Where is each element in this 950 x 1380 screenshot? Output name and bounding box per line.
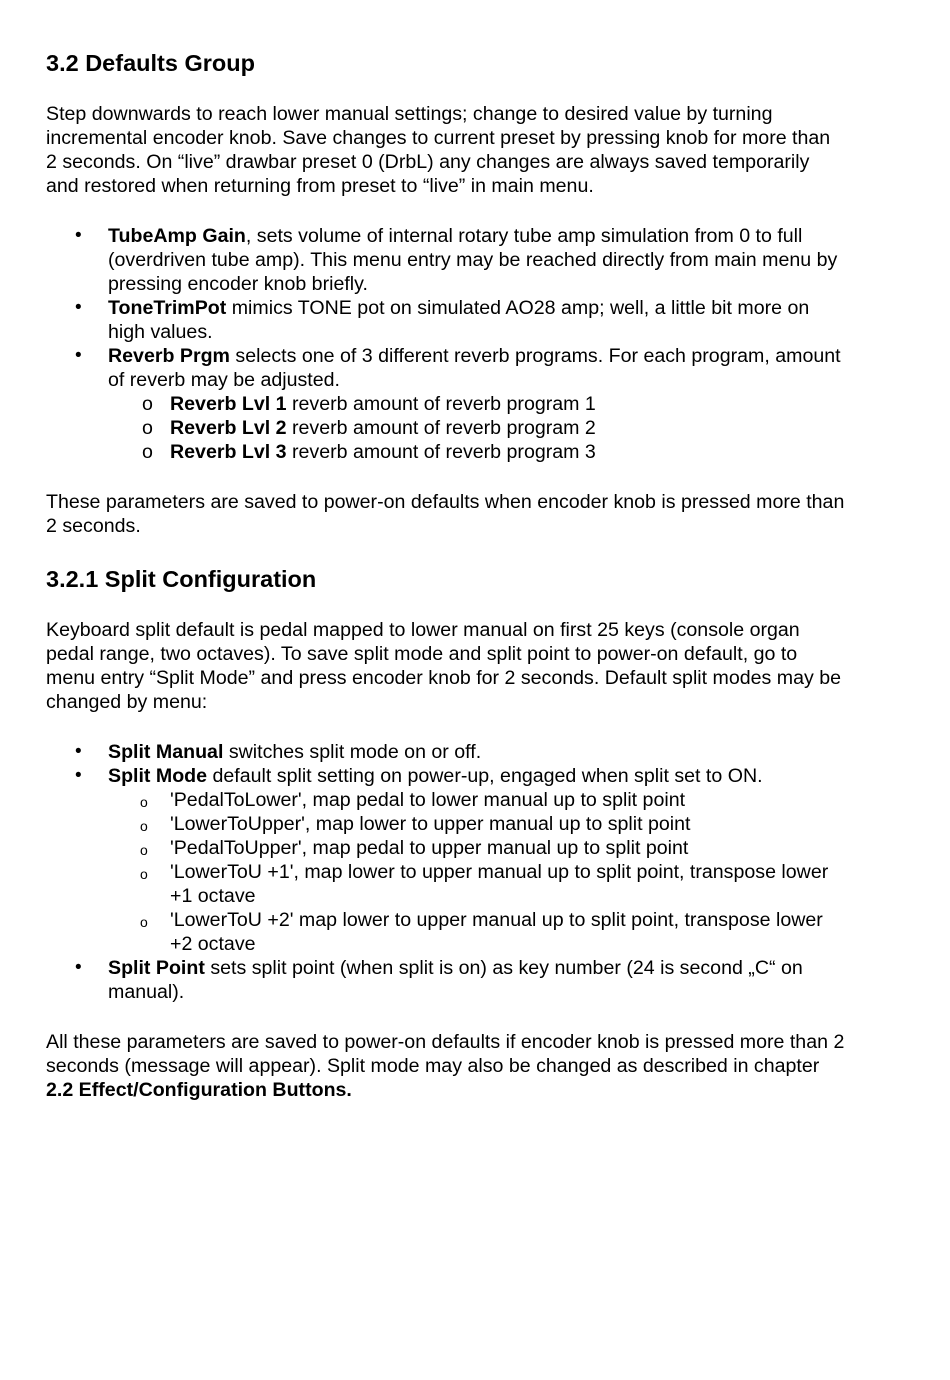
split-mode-pedal-to-upper: 'PedalToUpper', map pedal to upper manual up to split point — [170, 837, 689, 859]
sub-list-item — [108, 812, 846, 836]
sub-bullet-icon: o — [140, 842, 148, 858]
sub-bullet-icon: o — [140, 818, 148, 834]
term-tubeamp-gain: TubeAmp Gain — [108, 225, 246, 247]
list-item — [46, 344, 846, 464]
list-item — [46, 224, 846, 296]
term-reverb-lvl-3: Reverb Lvl 3 — [170, 441, 287, 463]
list-item-text: selects one of 3 different reverb programs. For each program, amount of reverb may be adjusted. — [108, 345, 841, 391]
split-outro-paragraph — [46, 1030, 846, 1102]
term-reverb-lvl-1: Reverb Lvl 1 — [170, 393, 287, 415]
split-mode-lower-to-upper: 'LowerToUpper', map lower to upper manual up to split point — [170, 813, 691, 835]
split-mode-pedal-to-lower: 'PedalToLower', map pedal to lower manual up to split point — [170, 789, 686, 811]
term-split-mode: Split Mode — [108, 765, 208, 787]
sub-list-item — [108, 788, 846, 812]
reverb-sub-list — [46, 392, 846, 464]
bullet-icon: • — [75, 765, 82, 786]
sub-list-item — [108, 860, 846, 908]
split-mode-lower-to-u-plus-2: 'LowerToU +2' map lower to upper manual up to split point, transpose lower +2 octave — [170, 909, 823, 955]
split-bullet-list — [46, 740, 846, 1004]
list-item-text: mimics TONE pot on simulated AO28 amp; well, a little bit more on high values. — [108, 297, 810, 343]
sub-list-item — [108, 908, 846, 956]
sub-bullet-icon: o — [142, 417, 153, 439]
list-item-text: switches split mode on or off. — [223, 741, 482, 763]
sub-item-text: reverb amount of reverb program 2 — [286, 417, 596, 439]
split-intro-paragraph: Keyboard split default is pedal mapped to lower manual on first 25 keys (console organ pedal range, two octaves). To save split mode and split point to power-on default, go to menu entry “Split Mode” and press encoder knob for 2 seconds. Default split modes may be changed by menu: — [46, 619, 842, 713]
list-item-text: , sets volume of internal rotary tube amp simulation from 0 to full (overdriven tube amp). This menu entry may be reached directly from main menu by pressing encoder knob briefly. — [108, 225, 838, 295]
bullet-icon: • — [75, 297, 82, 318]
term-split-point: Split Point — [108, 957, 205, 979]
term-split-manual: Split Manual — [108, 741, 224, 763]
chapter-reference: 2.2 Effect/Configuration Buttons. — [46, 1079, 352, 1101]
section-heading-defaults-group: 3.2 Defaults Group — [46, 50, 255, 76]
section-heading-split-configuration: 3.2.1 Split Configuration — [46, 566, 317, 592]
sub-list-item — [108, 836, 846, 860]
sub-bullet-icon: o — [140, 914, 148, 930]
split-outro-text: All these parameters are saved to power-on defaults if encoder knob is pressed more than 2 seconds (message will appear). Split mode may also be changed as described in chapter — [46, 1031, 845, 1077]
term-tonetrimpot: ToneTrimPot — [108, 297, 227, 319]
split-mode-lower-to-u-plus-1: 'LowerToU +1', map lower to upper manual up to split point, transpose lower +1 octave — [170, 861, 829, 907]
list-item-text: sets split point (when split is on) as key number (24 is second „C“ on manual). — [108, 957, 803, 1003]
sub-bullet-icon: o — [142, 393, 153, 415]
defaults-intro-paragraph: Step downwards to reach lower manual settings; change to desired value by turning incremental encoder knob. Save changes to current preset by pressing knob for more than 2 seconds. On “live” drawbar preset 0 (DrbL) any changes are always saved temporarily and restored when returning from preset to “live” in main menu. — [46, 103, 831, 197]
sub-item-text: reverb amount of reverb program 3 — [286, 441, 596, 463]
term-reverb-prgm: Reverb Prgm — [108, 345, 230, 367]
defaults-bullet-list — [46, 224, 846, 464]
split-mode-sub-list — [108, 788, 846, 956]
list-item — [46, 740, 846, 764]
sub-list-item — [46, 440, 846, 464]
sub-list-item — [46, 392, 846, 416]
document-page — [46, 48, 846, 1102]
sub-item-text: reverb amount of reverb program 1 — [286, 393, 596, 415]
term-reverb-lvl-2: Reverb Lvl 2 — [170, 417, 287, 439]
sub-list-item — [46, 416, 846, 440]
bullet-icon: • — [75, 225, 82, 246]
defaults-outro-paragraph: These parameters are saved to power-on defaults when encoder knob is pressed more than 2 seconds. — [46, 491, 845, 537]
list-item — [46, 296, 846, 344]
sub-bullet-icon: o — [142, 441, 153, 463]
sub-bullet-icon: o — [140, 866, 148, 882]
list-item — [46, 956, 846, 1004]
bullet-icon: • — [75, 957, 82, 978]
list-item-text: default split setting on power-up, engaged when split set to ON. — [207, 765, 763, 787]
bullet-icon: • — [75, 741, 82, 762]
list-item — [46, 764, 846, 956]
sub-bullet-icon: o — [140, 794, 148, 810]
bullet-icon: • — [75, 345, 82, 366]
